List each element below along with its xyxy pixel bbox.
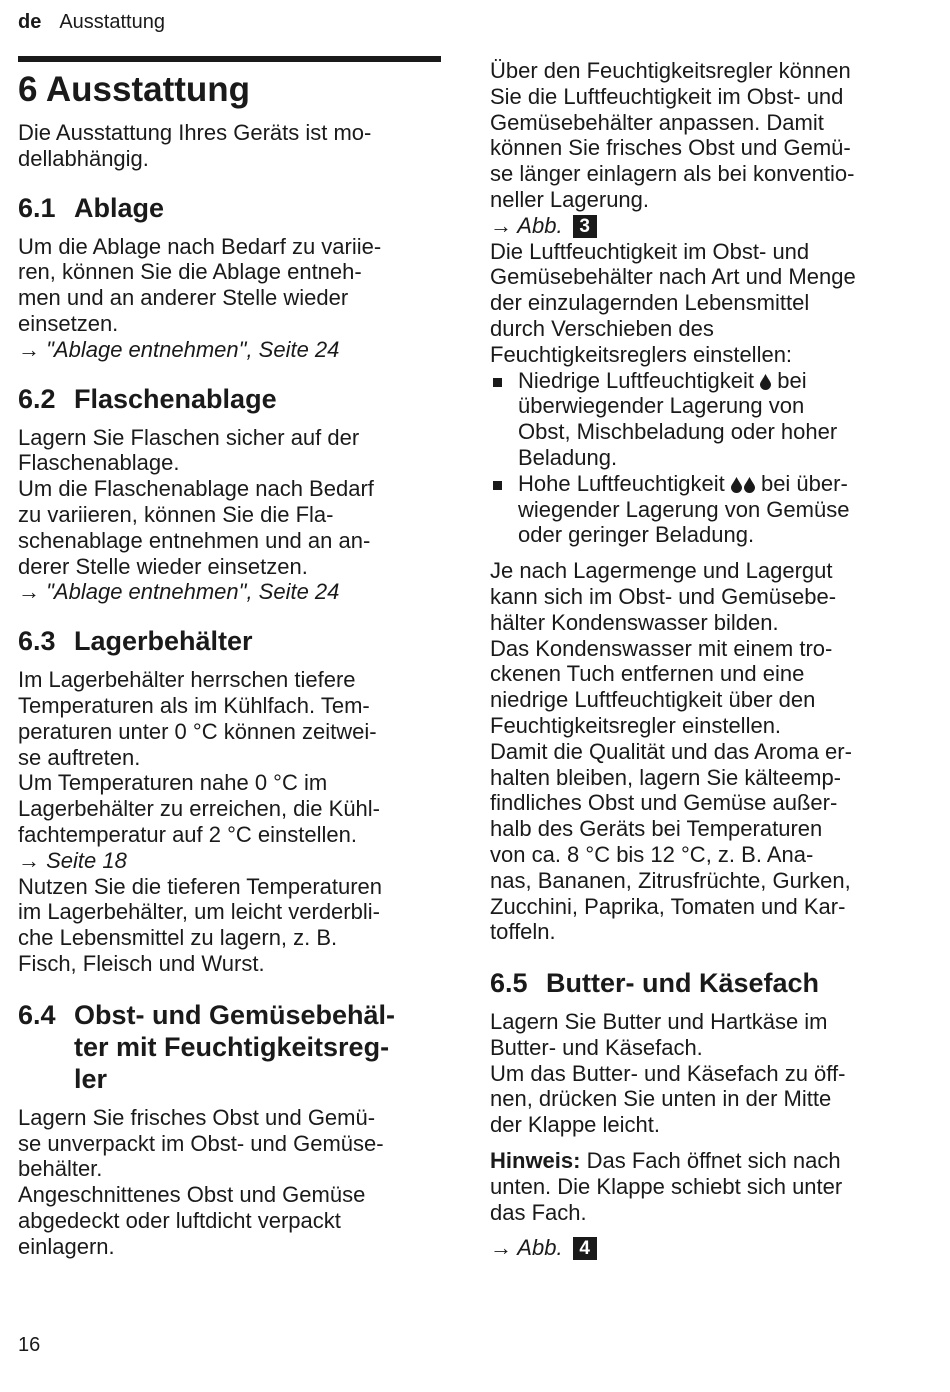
section-6-2-body: Lagern Sie Flaschen sicher auf der Flaschenablage. Um die Flaschenablage nach Bedarf zu variieren, können Sie die Fla- schenablage entnehmen und an an- derer Stelle wieder einsetzen. → "Ablage entnehmen", Seite 24	[18, 424, 374, 605]
section-6-1-body: Um die Ablage nach Bedarf zu variie- ren, können Sie die Ablage entneh- men und an anderer Stelle wieder einsetzen. → "Ablage entnehmen", Seite 24	[18, 233, 382, 362]
arrow-right-icon: →	[18, 579, 40, 605]
section-heading-6-2: 6.2 Flaschenablage	[18, 383, 277, 414]
double-water-drop-icon	[731, 471, 755, 496]
chapter-rule	[18, 56, 441, 62]
figure-reference-link[interactable]: → Abb. 4	[490, 1235, 597, 1260]
section-6-4-condensation: Je nach Lagermenge und Lagergut kann sich im Obst- und Gemüsebe- hälter Kondenswasser bilden. Das Kondenswasser mit einem tro- ckenen Tuch entfernen und eine niedrige Luftfeuchtigkeit über den Feuchtigkeitsregler einstellen. Damit die Qualität und das Aroma er- halten bleiben, lagern Sie kälteemp- findliches Obst und Gemüse außer- halb des Geräts bei Temperaturen von ca. 8 °C bis 12 °C, z. B. Ana- nas, Bananen, Zitrusfrüchte, Gurken, Zucchini, Paprika, Tomaten und Kar- toffeln.	[490, 558, 852, 945]
section-6-4-continued: Über den Feuchtigkeitsregler können Sie die Luftfeuchtigkeit im Obst- und Gemüsebehälter anpassen. Damit können Sie frisches Obst und Gemü- se länger einlagern als bei konventio- neller Lagerung. → Abb. 3 Die Luftfeuchtigkeit im Obst- und Gemüsebehälter nach Art und Menge der einzulagernden Lebensmittel durch Verschieben des Feuchtigkeitsreglers einstellen:	[490, 58, 856, 367]
running-header	[18, 8, 165, 36]
section-6-5-body: Lagern Sie Butter und Hartkäse im Butter- und Käsefach. Um das Butter- und Käsefach zu öff- nen, drücken Sie unten in der Mitte der Klappe leicht.	[490, 1009, 846, 1138]
figure-number-badge: 4	[573, 1237, 597, 1260]
list-item: Hohe Luftfeuchtigkeit bei über- wiegender Lagerung von Gemüse oder geringer Beladung.	[490, 471, 925, 548]
arrow-right-icon: →	[18, 336, 40, 362]
water-drop-icon	[760, 374, 771, 390]
humidity-list	[490, 368, 925, 549]
cross-reference-link[interactable]: → Seite 18	[18, 847, 127, 873]
arrow-right-icon: →	[490, 212, 512, 238]
section-6-4-body: Lagern Sie frisches Obst und Gemü- se unverpackt im Obst- und Gemüse- behälter. Angeschnittenes Obst und Gemüse abgedeckt oder luftdicht verpackt einlagern.	[18, 1104, 384, 1259]
section-heading-6-4: 6.4 Obst- und Gemüsebehäl- ter mit Feuchtigkeitsreg- ler	[18, 999, 396, 1094]
page-number: 16	[18, 1334, 41, 1356]
arrow-right-icon: →	[490, 1235, 512, 1261]
cross-reference-link[interactable]: → "Ablage entnehmen", Seite 24	[18, 336, 340, 362]
cross-reference-link[interactable]: → "Ablage entnehmen", Seite 24	[18, 579, 340, 605]
language-tag: de	[18, 11, 42, 33]
right-column	[490, 58, 925, 1261]
section-6-3-body: Im Lagerbehälter herrschen tiefere Temperaturen als im Kühlfach. Tem- peraturen unter 0 °C können zeitwei- se auftreten. Um Temperaturen nahe 0 °C im Lagerbehälter zu erreichen, die Kühl- fachtemperatur auf 2 °C einstellen. → Seite 18 Nutzen Sie die tieferen Temperaturen im Lagerbehälter, um leicht verderbli- che Lebensmittel zu lagern, z. B. Fisch, Fleisch und Wurst.	[18, 667, 383, 976]
arrow-right-icon: →	[18, 847, 40, 873]
section-heading-6-5: 6.5 Butter- und Käsefach	[490, 968, 820, 999]
note-label: Hinweis:	[490, 1148, 581, 1174]
list-item: Niedrige Luftfeuchtigkeit bei überwiegender Lagerung von Obst, Mischbeladung oder hoher Beladung.	[490, 368, 925, 471]
figure-reference-link[interactable]: → Abb. 3	[490, 213, 597, 238]
section-heading-6-1: 6.1 Ablage	[18, 192, 165, 223]
chapter-title: 6 Ausstattung	[18, 70, 251, 109]
figure-number-badge: 3	[573, 215, 597, 238]
note-paragraph: Hinweis: Das Fach öffnet sich nach unten. Die Klappe schiebt sich unter das Fach.	[490, 1148, 843, 1225]
header-section: Ausstattung	[59, 11, 165, 33]
left-column	[18, 56, 448, 1260]
chapter-intro: Die Ausstattung Ihres Geräts ist mo- dellabhängig.	[18, 120, 372, 171]
section-heading-6-3: 6.3 Lagerbehälter	[18, 626, 253, 657]
